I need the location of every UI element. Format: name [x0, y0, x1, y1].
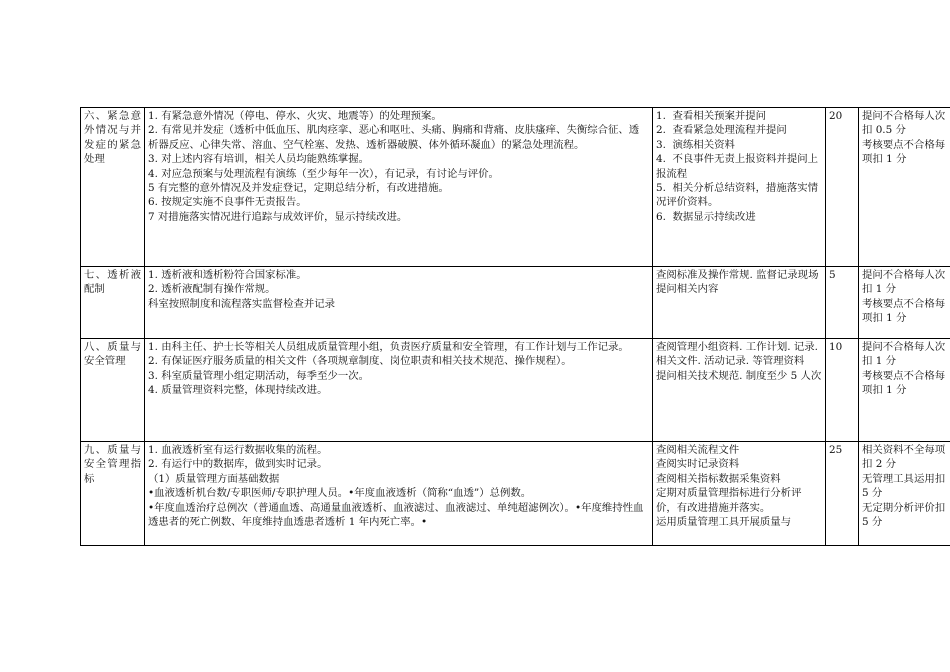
- deduction-cell: [859, 339, 950, 442]
- deduction-item: 考核要点不合格每项扣 1 分: [862, 297, 946, 325]
- deduction-item: 无定期分析评价扣 5 分: [862, 501, 949, 529]
- table-row: [81, 442, 950, 546]
- deduction-item: 考核要点不合格每项扣 1 分: [862, 369, 946, 397]
- category-cell: 六、紧急意外情况与并发症的紧急处理: [81, 108, 145, 267]
- requirement-item: 2. 有保证医疗服务质量的相关文件（各项规章制度、岗位职责和相关技术规范、操作规程）。: [148, 355, 572, 368]
- method-item: 4. 不良事件无责上报资料并提问上报流程: [656, 153, 818, 180]
- requirement-item: 1. 血液透析室有运行数据收集的流程。: [148, 444, 328, 456]
- deduction-item: 提问不合格每人次扣 0.5 分: [862, 110, 946, 137]
- method-item: 查阅实时记录资料: [656, 458, 740, 471]
- category-cell: 八、质量与安全管理: [81, 339, 145, 442]
- method-item: 5. 相关分析总结资料，措施落实情况评价资料。: [656, 182, 818, 209]
- method-cell: [653, 108, 826, 267]
- requirement-item: 2. 透析液配制有操作常规。: [148, 283, 276, 296]
- score-cell: 20: [826, 108, 859, 267]
- requirement-item: 2. 有运行中的数据库，做到实时记录。: [148, 458, 328, 471]
- deduction-item: 提问不合格每人次扣 1 分: [862, 269, 946, 296]
- score-cell: 5: [826, 267, 859, 339]
- deduction-cell: [859, 267, 950, 339]
- score-cell: 25: [826, 442, 859, 546]
- deduction-item: 无管理工具运用扣 5 分: [862, 472, 949, 500]
- method-item: 2. 查看紧急处理流程并提问: [656, 124, 787, 137]
- table-row: [81, 108, 950, 267]
- method-item: 查阅标准及操作常规. 监督记录现场提问相关内容: [656, 269, 819, 296]
- deduction-cell: [859, 108, 950, 267]
- requirement-item: 4. 质量管理资料完整，体现持续改进。: [148, 384, 328, 397]
- evaluation-table: [80, 107, 950, 546]
- method-item: 查阅管理小组资料. 工作计划. 记录. 相关文件. 活动记录. 等管理资料: [656, 341, 822, 368]
- requirement-item: 7 对措施落实情况进行追踪与成效评价，显示持续改进。: [148, 210, 408, 223]
- method-item: 定期对质量管理指标进行分析评价，有改进措施并落实。: [656, 487, 802, 514]
- requirement-item: 科室按照制度和流程落实监督检查并记录: [148, 297, 336, 310]
- deduction-cell: [859, 442, 950, 546]
- method-item: 3. 演练相关资料: [656, 138, 735, 151]
- requirement-item: 4. 对应急预案与处理流程有演练（至少每年一次），有记录，有讨论与评价。: [148, 167, 499, 180]
- category-cell: 七、透析液配制: [81, 267, 145, 339]
- table-row: [81, 267, 950, 339]
- requirement-item: •血液透析机台数/专职医师/专职护理人员。•年度血液透析（简称“血透”）总例数。: [148, 487, 532, 500]
- requirement-item: 5 有完整的意外情况及并发症登记，定期总结分析，有改进措施。: [148, 182, 449, 195]
- requirements-cell: [145, 108, 653, 267]
- method-cell: [653, 339, 826, 442]
- requirement-item: 6. 按规定实施不良事件无责报告。: [148, 196, 307, 209]
- method-cell: [653, 442, 826, 546]
- requirement-item: （1）质量管理方面基础数据: [148, 472, 280, 485]
- requirement-item: 1. 透析液和透析粉符合国家标准。: [148, 269, 307, 281]
- requirement-item: 2. 有常见并发症（透析中低血压、肌肉痉挛、恶心和呕吐、头痛、胸痛和背痛、皮肤瘙痒、失衡综合征、透析器反应、心律失常、溶血、空气栓塞、发热、透析器破膜、体外循环凝血）的紧急处理流程。: [148, 124, 640, 151]
- method-item: 提问相关技术规范. 制度至少 5 人次: [656, 369, 822, 382]
- score-cell: 10: [826, 339, 859, 442]
- method-item: 查阅相关指标数据采集资料: [656, 472, 781, 485]
- requirement-item: 3. 科室质量管理小组定期活动，每季至少一次。: [148, 369, 370, 382]
- requirement-item: •年度血透治疗总例次（普通血透、高通量血液透析、血液滤过、血液滤过、单纯超滤例次）。•年度维持性血透患者的死亡例数、年度维持血透患者透析 1 年内死亡率。•: [148, 501, 644, 529]
- method-item: 运用质量管理工具开展质量与: [656, 516, 792, 529]
- requirements-clip: [148, 443, 649, 529]
- method-item: 6. 数据显示持续改进: [656, 210, 756, 223]
- deduction-item: 考核要点不合格每项扣 1 分: [862, 138, 946, 166]
- methods-clip: [656, 443, 822, 529]
- requirement-item: 3. 对上述内容有培训，相关人员均能熟练掌握。: [148, 153, 370, 166]
- table-row: [81, 339, 950, 442]
- requirements-cell: [145, 339, 653, 442]
- method-item: 查阅相关流程文件: [656, 444, 740, 456]
- requirements-cell: [145, 442, 653, 546]
- requirements-cell: [145, 267, 653, 339]
- deduction-item: 提问不合格每人次扣 1 分: [862, 341, 946, 368]
- method-item: 1. 查看相关预案并提问: [656, 110, 767, 122]
- requirement-item: 1. 由科主任、护士长等相关人员组成质量管理小组，负责医疗质量和安全管理，有工作计划与工作记录。: [148, 341, 629, 353]
- method-cell: [653, 267, 826, 339]
- deduction-item: 相关资料不全每项扣 2 分: [862, 444, 946, 471]
- requirement-item: 1. 有紧急意外情况（停电、停水、火灾、地震等）的处理预案。: [148, 110, 442, 122]
- category-cell: 九、质量与安全管理指标: [81, 442, 145, 546]
